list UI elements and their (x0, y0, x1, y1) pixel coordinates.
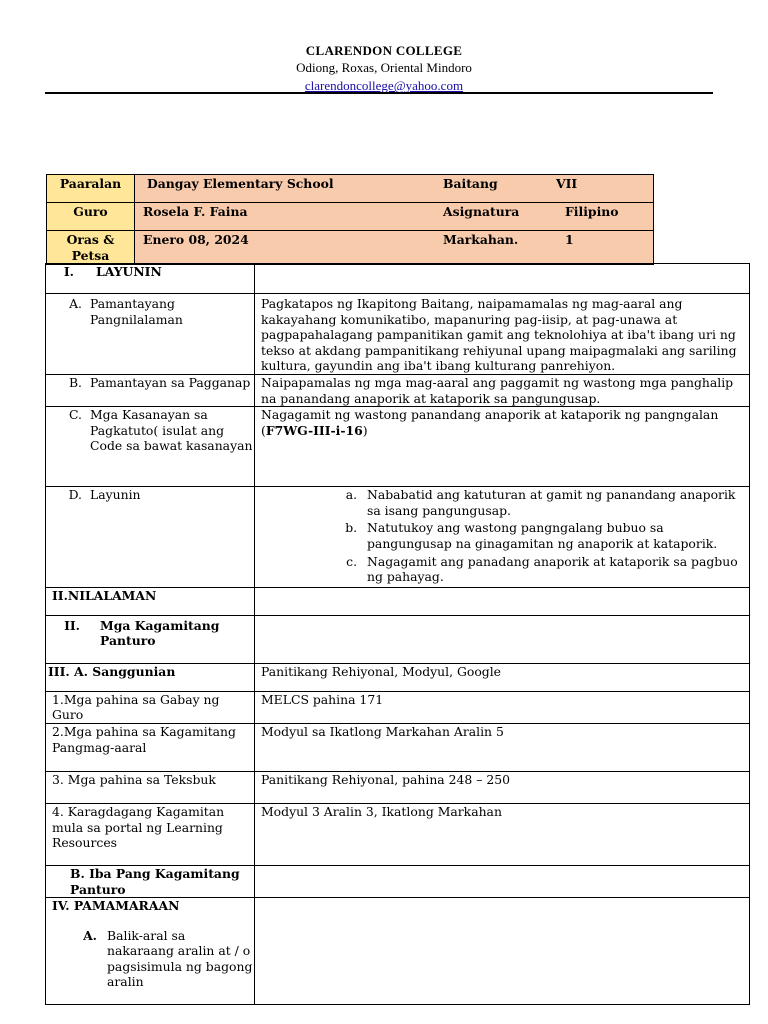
layunin-d-cell (46, 487, 255, 588)
a-title: Pamantayang Pangnilalaman (90, 296, 183, 327)
c-text-cell (255, 407, 750, 487)
d-title: Layunin (90, 487, 141, 503)
pamantayang-pangnilalaman-cell (46, 294, 255, 375)
kagamitang-mag-aaral-title: 2.Mga pahina sa Kagamitang Pangmag-aaral (46, 723, 255, 771)
nilalaman-empty (255, 587, 750, 615)
paaralan-row (135, 175, 654, 203)
kagamitan-empty (255, 615, 750, 663)
lesson-plan-table (45, 263, 750, 1005)
d-item: b. Natutukoy ang wastong pangngalang bubuo sa pangungusap na ginagamitan ng anaporik at kataporik. (361, 520, 741, 551)
asignatura-label: Asignatura (443, 204, 520, 219)
b-label: B. (68, 374, 82, 390)
sanggunian-value: Panitikang Rehiyonal, Modyul, Google (255, 663, 750, 691)
d-item: c. Nagagamit ang panadang anaporik at kataporik sa pagbuo ng pahayag. (361, 554, 741, 585)
c-text: Nagagamit ng wastong panandang anaporik at kataporik ng pangngalan ( (261, 407, 719, 438)
guro-value: Rosela F. Faina (143, 204, 248, 219)
oras-value: Enero 08, 2024 (143, 232, 249, 247)
balik-label: A. (83, 927, 97, 943)
layunin-title: LAYUNIN (96, 264, 162, 279)
gabay-guro-title: 1.Mga pahina sa Gabay ng Guro (46, 691, 255, 723)
asignatura-value: Filipino (565, 204, 619, 219)
college-email-link[interactable]: clarendoncollege@yahoo.com (304, 78, 464, 93)
d-objectives-list (261, 487, 745, 585)
pamantayan-pagganap-cell (46, 374, 255, 406)
pamamaraan-empty (255, 898, 750, 1005)
sanggunian-heading: III. A. Sanggunian (46, 663, 255, 691)
paaralan-label: Paaralan (47, 175, 135, 203)
pamamaraan-cell (46, 898, 255, 1005)
info-table (46, 174, 654, 265)
d-item: a. Nababatid ang katuturan at gamit ng panandang anaporik sa isang pangungusap. (361, 487, 741, 518)
iba-pang-kagamitan-title: B. Iba Pang Kagamitang Panturo (46, 865, 255, 897)
guro-label: Guro (47, 203, 135, 231)
markahan-value: 1 (565, 232, 574, 247)
layunin-num: I. (63, 264, 74, 279)
balik-aral-title: Balik-aral sa nakaraang aralin at / o pagsisimula ng bagong aralin (107, 927, 253, 990)
a-label: A. (69, 296, 82, 311)
kagamitan-cell (46, 615, 255, 663)
kagamitan-title: Mga Kagamitang Panturo (100, 617, 220, 649)
teksbuk-title: 3. Mga pahina sa Teksbuk (46, 771, 255, 803)
markahan-label: Markahan. (443, 232, 519, 247)
nilalaman-heading: II.NILALAMAN (46, 587, 255, 615)
kagamitang-mag-aaral-value: Modyul sa Ikatlong Markahan Aralin 5 (255, 723, 750, 771)
guro-row (135, 203, 654, 231)
b-title: Pamantayan sa Pagganap (90, 374, 251, 390)
kagamitan-num: II. (64, 617, 80, 633)
c-label: C. (69, 407, 82, 423)
teksbuk-value: Panitikang Rehiyonal, pahina 248 – 250 (255, 771, 750, 803)
header-divider (45, 92, 713, 94)
baitang-value: VII (556, 176, 578, 191)
layunin-empty (255, 264, 750, 294)
college-name: CLARENDON COLLEGE (305, 43, 463, 58)
kasanayan-cell (46, 407, 255, 487)
a-text: Pagkatapos ng Ikapitong Baitang, naipamamalas ng mag-aaral ang kakayahang komunikatibo, mapanuring pag-iisip, at pag-unawa at pagpapahalagang pampanitikan gamit ang teknolohiya at iba't ibang uri ng tekso at akdang pampanitikang rehiyunal upang maipagmalaki ang sariling kultura, gayundin ang iba't ibang kulturang panrehiyon. (255, 294, 750, 375)
c-title: Mga Kasanayan sa Pagkatuto( isulat ang Code sa bawat kasanayan (90, 407, 253, 454)
b-text: Naipapamalas ng mga mag-aaral ang paggamit ng wastong mga panghalip na panandang anaporik at kataporik sa pangungusap. (255, 374, 750, 406)
gabay-guro-value: MELCS pahina 171 (255, 691, 750, 723)
oras-row (135, 231, 654, 265)
pamamaraan-heading: IV. PAMAMARAAN (52, 898, 180, 914)
d-label: D. (68, 487, 82, 503)
layunin-heading (46, 264, 255, 294)
paaralan-value: Dangay Elementary School (147, 176, 334, 191)
baitang-label: Baitang (443, 176, 498, 191)
learning-resources-title: 4. Karagdagang Kagamitan mula sa portal ng Learning Resources (46, 803, 255, 865)
college-address: Odiong, Roxas, Oriental Mindoro (296, 60, 472, 75)
c-close: ) (362, 422, 368, 438)
oras-label: Oras & Petsa (47, 231, 135, 265)
learning-resources-value: Modyul 3 Aralin 3, Ikatlong Markahan (255, 803, 750, 865)
d-list-cell (255, 487, 750, 588)
c-code: F7WG-III-i-16 (265, 422, 363, 438)
iba-pang-kagamitan-empty (255, 865, 750, 897)
